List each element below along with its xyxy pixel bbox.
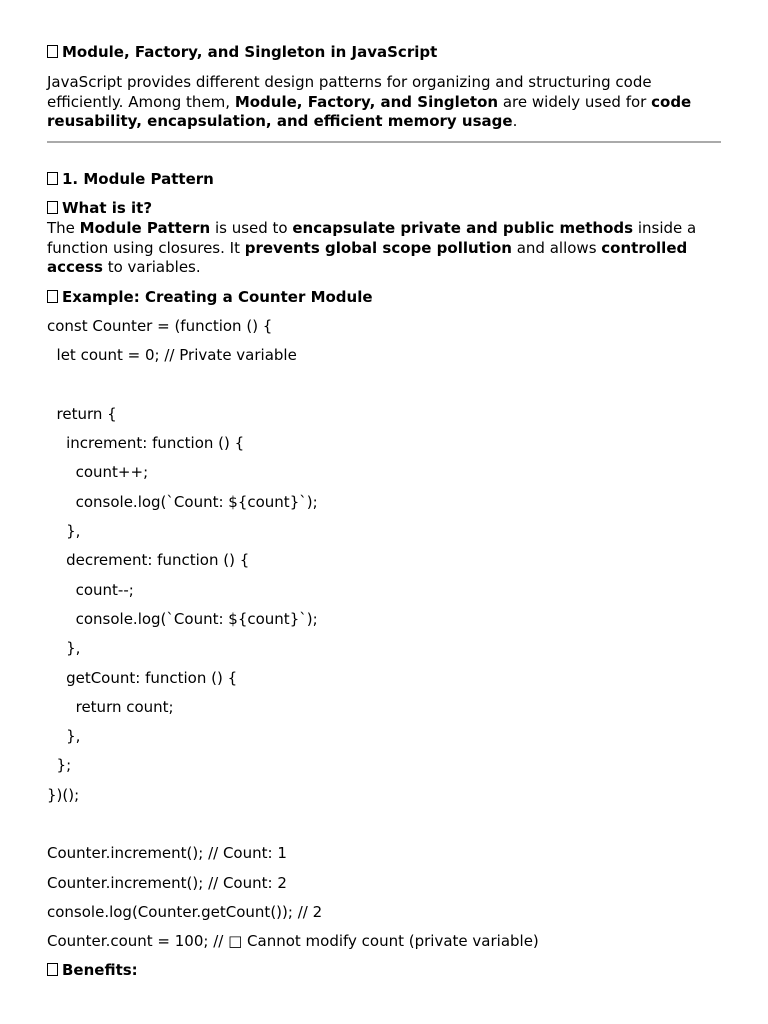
code-line: console.log(`Count: ${count}`);	[47, 492, 318, 511]
code-line: },	[47, 639, 81, 658]
code-block	[47, 316, 539, 961]
code-line: console.log(Counter.getCount()); // 2	[47, 902, 323, 921]
code-line: },	[47, 522, 81, 541]
code-line: return count;	[47, 697, 174, 716]
code-line: count++;	[47, 463, 149, 482]
code-line	[47, 814, 539, 843]
subheading-benefits: Benefits:	[47, 961, 138, 979]
code-line: console.log(`Count: ${count}`);	[47, 609, 318, 628]
code-line: },	[47, 727, 81, 746]
emoji-placeholder-icon	[47, 290, 58, 303]
intro-paragraph: JavaScript provides different design patterns for organizing and structuring code efficiently. Among them, Module, Factory, and Singleton are widely used for code reusability, encapsulation, and efficient memory usage.	[47, 73, 692, 130]
code-line: Counter.increment(); // Count: 2	[47, 873, 287, 892]
emoji-placeholder-icon	[47, 45, 58, 58]
code-line: let count = 0; // Private variable	[47, 346, 297, 365]
subheading-example: Example: Creating a Counter Module	[47, 288, 373, 306]
module-pattern-description: The Module Pattern is used to encapsulate private and public methods inside a function using closures. It prevents global scope pollution and allows controlled access to variables.	[47, 219, 697, 276]
emoji-placeholder-icon	[47, 172, 58, 185]
code-line	[47, 375, 539, 404]
emoji-placeholder-icon	[47, 963, 58, 976]
code-line: increment: function () {	[47, 434, 245, 453]
code-line: count--;	[47, 580, 134, 599]
section-heading-module-pattern: 1. Module Pattern	[47, 170, 214, 188]
document-title: Module, Factory, and Singleton in JavaScript	[47, 43, 437, 61]
code-line: const Counter = (function () {	[47, 317, 273, 335]
code-line: Counter.increment(); // Count: 1	[47, 844, 287, 863]
code-line: decrement: function () {	[47, 551, 250, 570]
emoji-placeholder-icon	[47, 201, 58, 214]
subheading-what-is-it: What is it?	[47, 199, 152, 217]
code-line: return {	[47, 404, 117, 423]
code-line: getCount: function () {	[47, 668, 238, 687]
code-line: })();	[47, 785, 80, 804]
code-line: Counter.count = 100; // □ Cannot modify count (private variable)	[47, 932, 539, 951]
horizontal-divider	[47, 141, 721, 143]
code-line: };	[47, 756, 72, 775]
